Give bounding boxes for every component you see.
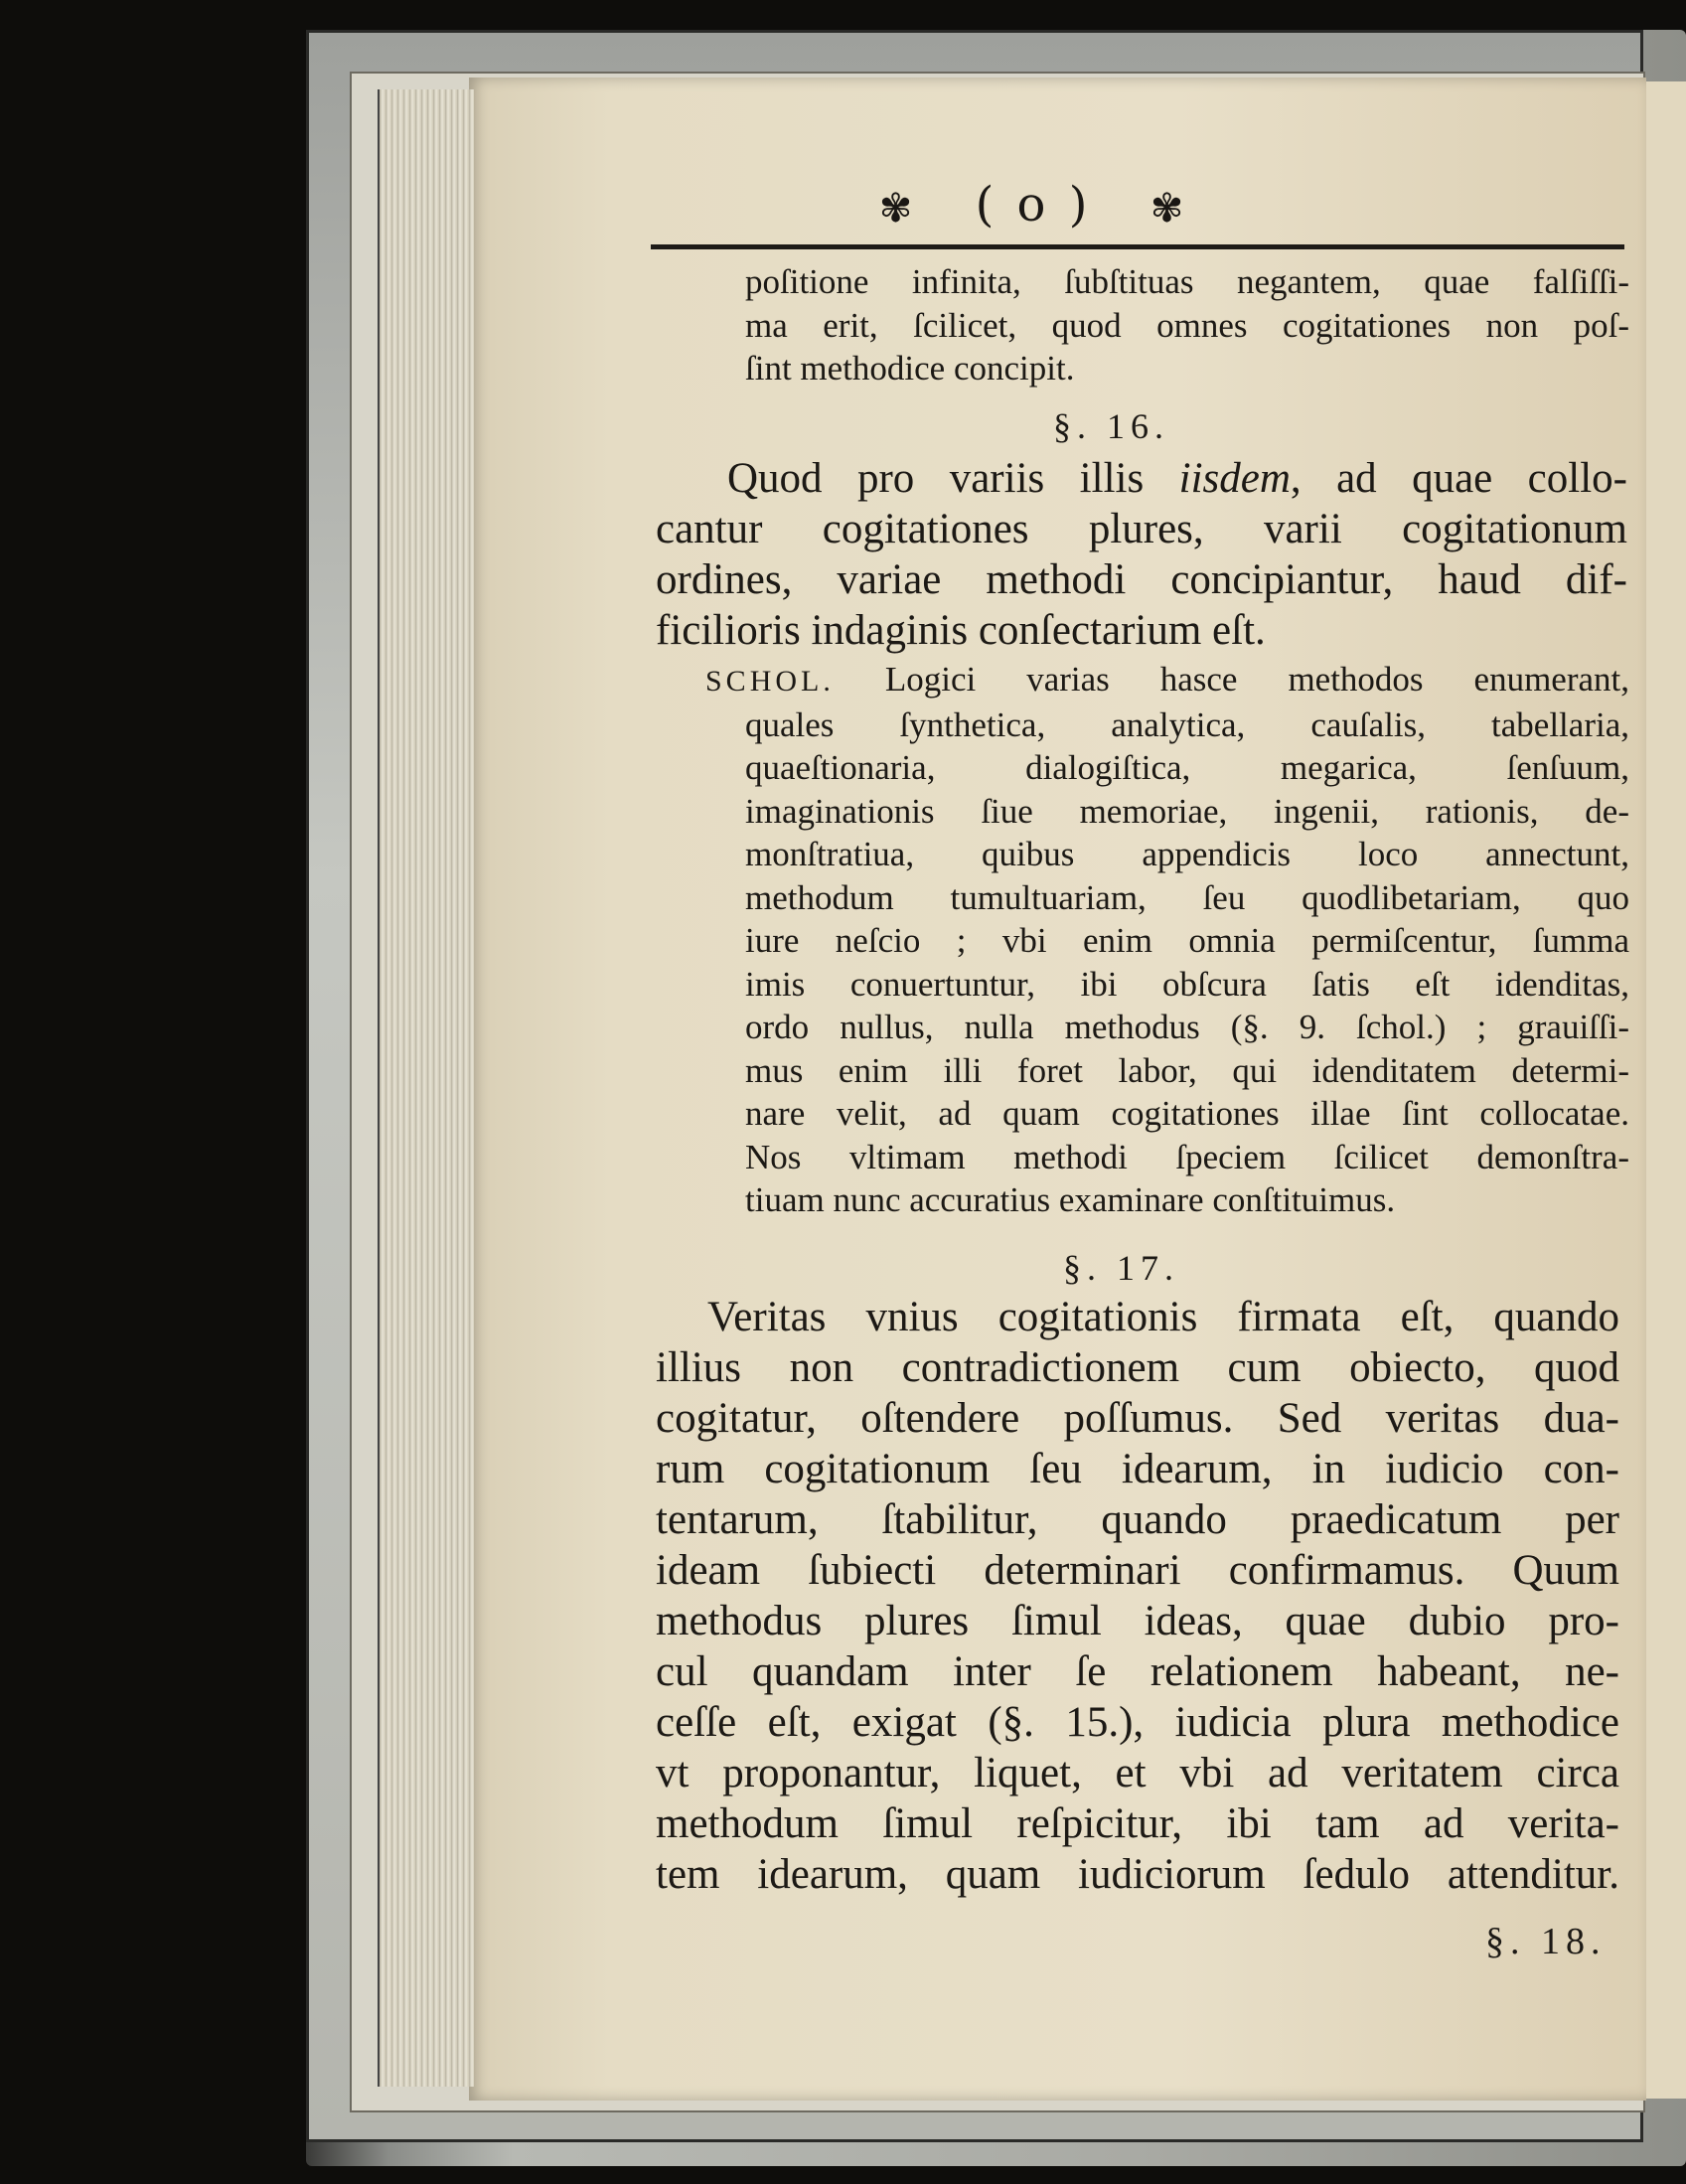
section-17-heading: §. 17.: [1063, 1248, 1179, 1288]
continuation-text: [745, 260, 1629, 390]
text-line: [656, 453, 1627, 504]
text-line: methodum ſimul reſpicitur, ibi tam ad verita-: [656, 1800, 1619, 1847]
text-line: ideam ſubiecti determinari confirmamus. Quum: [656, 1547, 1619, 1594]
text-line: ceſſe eſt, exigat (§. 15.), iudicia plura methodice: [656, 1699, 1619, 1746]
section-17-paragraph: [656, 1292, 1619, 1900]
text-fragment: Logici varias hasce methodos enumerant,: [884, 660, 1629, 699]
header-rule: [651, 244, 1624, 249]
catchword: §. 18.: [1485, 1921, 1607, 1962]
fleuron-right-icon: ✾: [1150, 185, 1188, 232]
section-16-scholium: [705, 658, 1629, 1222]
text-line: cogitatur, oſtendere poſſumus. Sed veritas dua-: [656, 1395, 1619, 1442]
text-line: ficilioris indaginis conſectarium eſt.: [656, 607, 1266, 654]
text-line: methodum tumultuariam, ſeu quodlibetariam, quo: [745, 877, 1629, 917]
text-line: tiuam nunc accuratius examinare conſtituimus.: [745, 1180, 1396, 1219]
text-line: tem idearum, quam iudiciorum ſedulo attenditur.: [656, 1851, 1619, 1898]
page-edges: [378, 89, 474, 2087]
text-line: vt proponantur, liquet, et vbi ad veritatem circa: [656, 1750, 1619, 1796]
page-number: ( o ): [975, 177, 1092, 233]
section-16-paragraph: [656, 453, 1627, 656]
text-line: poſitione infinita, ſubſtituas negantem, quae falſiſſi-: [745, 262, 1629, 301]
text-line: cul quandam inter ſe relationem habeant, ne-: [656, 1648, 1619, 1695]
fleuron-left-icon: ✾: [878, 185, 917, 232]
text-line: rum cogitationum ſeu idearum, in iudicio con-: [656, 1446, 1619, 1492]
text-line: tentarum, ſtabilitur, quando praedicatum per: [656, 1496, 1619, 1543]
text-line: methodus plures ſimul ideas, quae dubio pro-: [656, 1598, 1619, 1644]
text-line: imaginationis ſiue memoriae, ingenii, rationis, de-: [745, 791, 1629, 831]
running-header: [656, 177, 1411, 246]
text-line: [705, 658, 1629, 703]
text-line: nare velit, ad quam cogitationes illae ſint collocatae.: [745, 1094, 1629, 1133]
text-line: ordines, variae methodi concipiantur, haud dif-: [656, 556, 1627, 603]
text-line: ma erit, ſcilicet, quod omnes cogitationes non poſ-: [745, 305, 1629, 345]
text-line: mus enim illi foret labor, qui idenditatem determi-: [745, 1050, 1629, 1090]
text-line: iure neſcio ; vbi enim omnia permiſcentur, ſumma: [745, 921, 1629, 960]
italic-fragment: iisdem: [1178, 455, 1291, 502]
section-16-heading: §. 16.: [1053, 406, 1169, 446]
text-line: illius non contradictionem cum obiecto, quod: [656, 1344, 1619, 1391]
text-line: Nos vltimam methodi ſpeciem ſcilicet demonſtra-: [745, 1137, 1629, 1176]
text-line: quaeſtionaria, dialogiſtica, megarica, ſenſuum,: [745, 748, 1629, 787]
text-line: monſtratiua, quibus appendicis loco annectunt,: [745, 835, 1629, 873]
opposite-page-edge: [1641, 81, 1686, 2099]
text-line: quales ſynthetica, analytica, cauſalis, tabellaria,: [745, 704, 1629, 744]
text-line: imis conuertuntur, ibi obſcura ſatis eſt idenditas,: [745, 964, 1629, 1004]
text-fragment: Quod pro variis illis: [727, 455, 1179, 502]
text-line: ſint methodice concipit.: [745, 349, 1075, 388]
text-line: Veritas vnius cogitationis firmata eſt, quando: [707, 1294, 1619, 1340]
scholium-label: SCHOL.: [705, 665, 835, 698]
text-fragment: , ad quae collo-: [1290, 455, 1627, 502]
text-line: ordo nullus, nulla methodus (§. 9. ſchol.) ; grauiſſi-: [745, 1008, 1629, 1046]
text-line: cantur cogitationes plures, varii cogitationum: [656, 506, 1627, 552]
